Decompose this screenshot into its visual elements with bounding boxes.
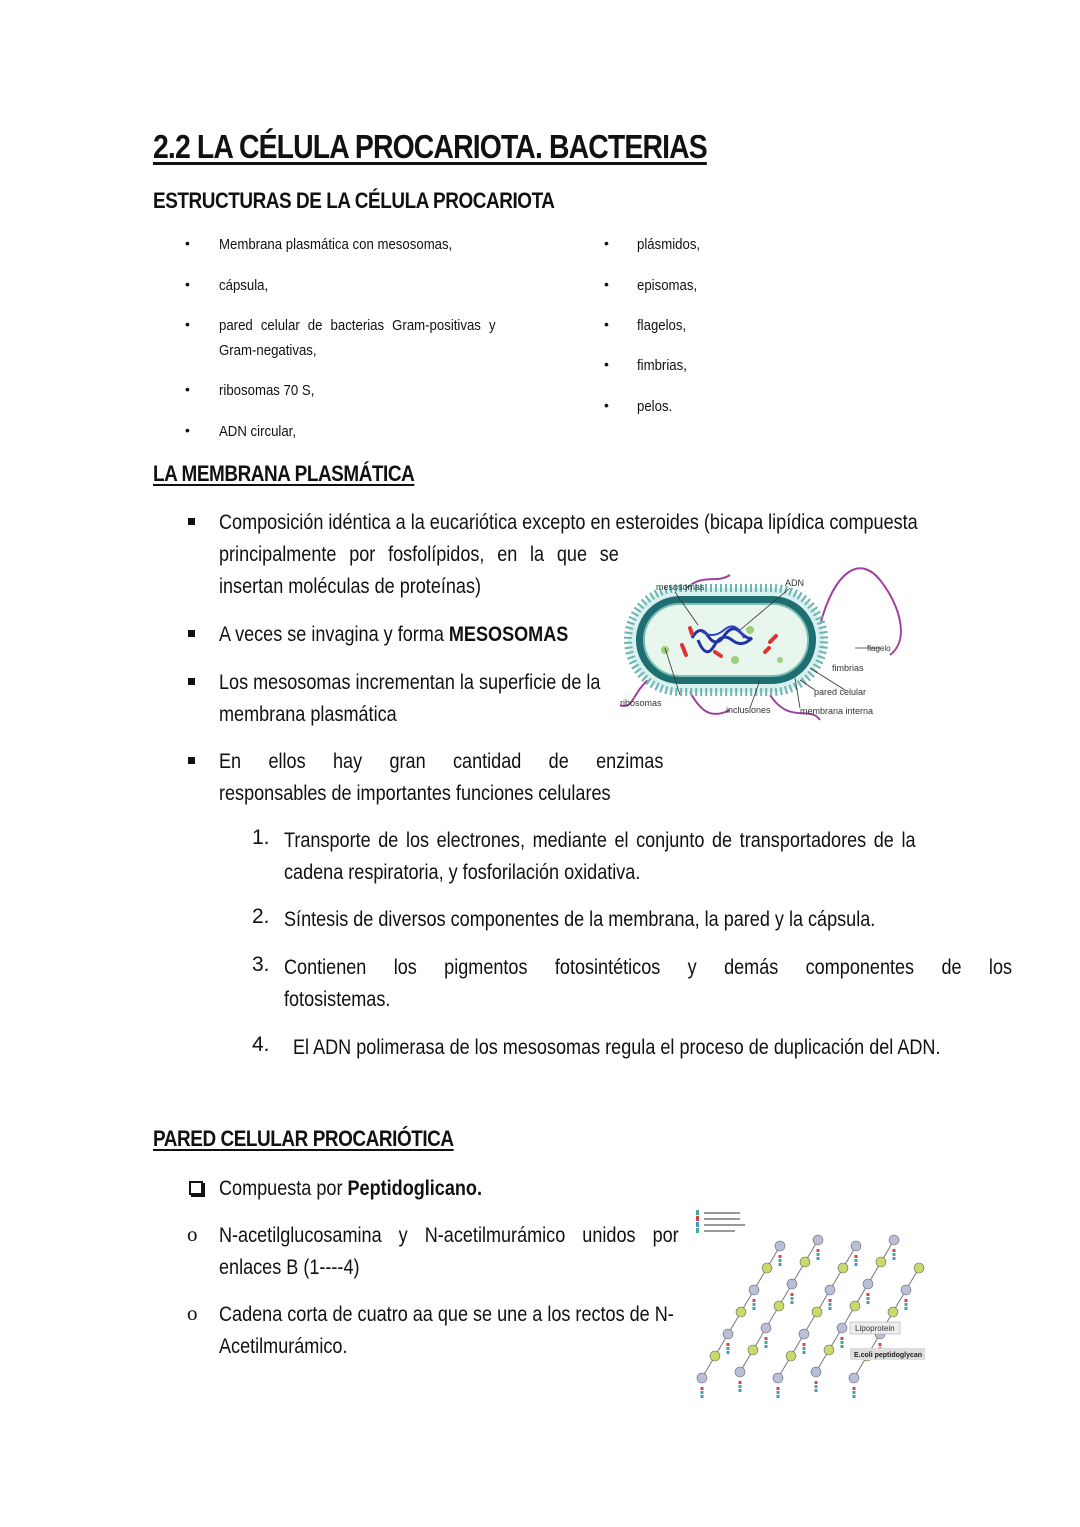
mesosomas-bold: MESOSOMAS bbox=[448, 623, 569, 646]
sugar-unit bbox=[735, 1367, 745, 1377]
peptide-unit bbox=[893, 1253, 896, 1256]
paragraph-line: membrana plasmática bbox=[219, 703, 397, 726]
sugar-unit bbox=[773, 1373, 783, 1383]
label-adn: ADN bbox=[785, 578, 805, 588]
paragraph-line: Cadena corta de cuatro aa que se une a los rectos de N- bbox=[219, 1303, 674, 1326]
sugar-unit bbox=[710, 1351, 720, 1361]
peptide-unit bbox=[829, 1299, 832, 1302]
peptide-unit bbox=[777, 1395, 780, 1398]
square-bullet bbox=[188, 630, 195, 637]
list-item: ribosomas 70 S, bbox=[219, 382, 315, 399]
peptide-unit bbox=[867, 1297, 870, 1300]
list-item: pared celular de bacterias Gram-positivas y bbox=[219, 317, 496, 334]
section-heading-pared: PARED CELULAR PROCARIÓTICA bbox=[153, 1126, 454, 1151]
peptide-unit bbox=[779, 1255, 782, 1258]
peptide-unit bbox=[855, 1263, 858, 1266]
peptide-unit bbox=[855, 1259, 858, 1262]
section-heading-membrana: LA MEMBRANA PLASMÁTICA bbox=[153, 461, 415, 486]
sugar-unit bbox=[888, 1307, 898, 1317]
paragraph-line: insertan moléculas de proteínas) bbox=[219, 575, 482, 598]
sugar-unit bbox=[723, 1329, 733, 1339]
peptide-unit bbox=[817, 1249, 820, 1252]
sugar-unit bbox=[851, 1241, 861, 1251]
peptide-unit bbox=[791, 1301, 794, 1304]
peptide-unit bbox=[739, 1389, 742, 1392]
peptide-unit bbox=[727, 1347, 730, 1350]
sugar-unit bbox=[736, 1307, 746, 1317]
label-mesosomas: mesosomas bbox=[656, 582, 705, 592]
paragraph-line: En ellos hay gran cantidad de enzimas bbox=[219, 750, 664, 773]
bullet: • bbox=[604, 356, 609, 372]
list-number: 1. bbox=[252, 826, 270, 849]
paragraph-line: Los mesosomas incrementan la superficie de la bbox=[219, 671, 601, 694]
list-item-continuation: cadena respiratoria, y fosforilación oxidativa. bbox=[284, 861, 641, 884]
list-item: plásmidos, bbox=[637, 236, 701, 253]
sugar-unit bbox=[825, 1285, 835, 1295]
label-ecoli: E.coli peptidoglycan bbox=[854, 1352, 923, 1359]
bullet: • bbox=[185, 235, 190, 251]
peptide-unit bbox=[893, 1257, 896, 1260]
list-item-continuation: Gram-negativas, bbox=[219, 342, 317, 359]
label-pared: pared celular bbox=[814, 687, 867, 697]
peptide-unit bbox=[777, 1387, 780, 1390]
list-item: pelos. bbox=[637, 398, 673, 415]
sugar-unit bbox=[800, 1257, 810, 1267]
section-heading-estructuras: ESTRUCTURAS DE LA CÉLULA PROCARIOTA bbox=[153, 188, 555, 213]
sugar-unit bbox=[761, 1323, 771, 1333]
peptide-unit bbox=[841, 1337, 844, 1340]
peptide-unit bbox=[739, 1381, 742, 1384]
peptide-unit bbox=[727, 1343, 730, 1346]
label-fimbrias: fimbrias bbox=[832, 663, 864, 673]
peptide-unit bbox=[867, 1293, 870, 1296]
list-number: 4. bbox=[252, 1033, 270, 1056]
paragraph-line: Acetilmurámico. bbox=[219, 1335, 348, 1358]
bacterium-diagram bbox=[620, 560, 920, 745]
diagram-legend bbox=[696, 1210, 745, 1233]
peptide-unit bbox=[701, 1387, 704, 1390]
list-item: Membrana plasmática con mesosomas, bbox=[219, 236, 453, 253]
paragraph-line: responsables de importantes funciones celulares bbox=[219, 782, 611, 805]
paragraph-line: A veces se invagina y forma MESOSOMAS bbox=[219, 623, 569, 646]
peptide-unit bbox=[753, 1303, 756, 1306]
list-number: 2. bbox=[252, 905, 270, 928]
sugar-unit bbox=[813, 1235, 823, 1245]
peptide-unit bbox=[893, 1249, 896, 1252]
sugar-unit bbox=[889, 1235, 899, 1245]
square-bullet bbox=[188, 678, 195, 685]
list-item: ADN circular, bbox=[219, 423, 297, 440]
peptide-unit bbox=[817, 1253, 820, 1256]
label-flagelo: flagelo bbox=[867, 644, 891, 653]
bullet: • bbox=[185, 381, 190, 397]
paragraph-line: Composición idéntica a la eucariótica excepto en esteroides (bicapa lipídica compuesta bbox=[219, 511, 918, 534]
bullet: • bbox=[604, 316, 609, 332]
peptide-unit bbox=[815, 1381, 818, 1384]
peptide-unit bbox=[829, 1307, 832, 1310]
list-number: 3. bbox=[252, 953, 270, 976]
bullet: • bbox=[604, 276, 609, 292]
flagellum-line bbox=[820, 568, 901, 655]
sugar-unit bbox=[876, 1257, 886, 1267]
sugar-unit bbox=[914, 1263, 924, 1273]
peptide-unit bbox=[879, 1343, 882, 1346]
label-membrana: membrana interna bbox=[800, 706, 874, 716]
sugar-unit bbox=[774, 1301, 784, 1311]
sugar-unit bbox=[812, 1307, 822, 1317]
list-item: Contienen los pigmentos fotosintéticos y demás componentes de los bbox=[284, 956, 1013, 979]
peptide-unit bbox=[905, 1299, 908, 1302]
peptide-unit bbox=[815, 1385, 818, 1388]
label-ribosomas: ribosomas bbox=[620, 698, 662, 708]
paragraph-line: principalmente por fosfolípidos, en la que se bbox=[219, 543, 619, 566]
sugar-unit bbox=[811, 1367, 821, 1377]
sugar-unit bbox=[775, 1241, 785, 1251]
checkbox-bullet bbox=[189, 1181, 203, 1195]
list-item: cápsula, bbox=[219, 277, 269, 294]
peptide-unit bbox=[853, 1387, 856, 1390]
peptide-unit bbox=[791, 1293, 794, 1296]
sugar-unit bbox=[850, 1301, 860, 1311]
square-bullet bbox=[188, 757, 195, 764]
peptide-unit bbox=[753, 1299, 756, 1302]
peptidoglicano-bold: Peptidoglicano. bbox=[347, 1177, 482, 1200]
peptide-unit bbox=[765, 1341, 768, 1344]
bullet: • bbox=[185, 316, 190, 332]
bullet: • bbox=[604, 235, 609, 251]
bullet: • bbox=[185, 422, 190, 438]
peptide-unit bbox=[803, 1351, 806, 1354]
peptide-unit bbox=[853, 1391, 856, 1394]
peptide-unit bbox=[815, 1389, 818, 1392]
peptide-unit bbox=[779, 1259, 782, 1262]
glycan-strands bbox=[697, 1235, 924, 1398]
peptide-unit bbox=[727, 1351, 730, 1354]
peptide-unit bbox=[803, 1343, 806, 1346]
sugar-unit bbox=[799, 1329, 809, 1339]
peptide-unit bbox=[753, 1307, 756, 1310]
o-bullet: o bbox=[187, 1222, 198, 1246]
sugar-unit bbox=[787, 1279, 797, 1289]
peptide-unit bbox=[855, 1255, 858, 1258]
sugar-unit bbox=[697, 1373, 707, 1383]
peptide-unit bbox=[777, 1391, 780, 1394]
bullet: • bbox=[604, 397, 609, 413]
peptide-unit bbox=[701, 1391, 704, 1394]
peptide-unit bbox=[905, 1307, 908, 1310]
label-lipoprotein: Lipoprotein bbox=[855, 1324, 895, 1333]
sugar-unit bbox=[786, 1351, 796, 1361]
peptide-unit bbox=[765, 1345, 768, 1348]
page-title: 2.2 LA CÉLULA PROCARIOTA. BACTERIAS bbox=[153, 128, 707, 165]
sugar-unit bbox=[849, 1373, 859, 1383]
peptide-unit bbox=[841, 1345, 844, 1348]
peptide-unit bbox=[905, 1303, 908, 1306]
sugar-unit bbox=[863, 1279, 873, 1289]
list-item: Síntesis de diversos componentes de la membrana, la pared y la cápsula. bbox=[284, 908, 876, 931]
sugar-unit bbox=[838, 1263, 848, 1273]
list-item: El ADN polimerasa de los mesosomas regula el proceso de duplicación del ADN. bbox=[293, 1036, 941, 1059]
peptide-unit bbox=[803, 1347, 806, 1350]
sugar-unit bbox=[762, 1263, 772, 1273]
sugar-unit bbox=[837, 1323, 847, 1333]
sugar-unit bbox=[749, 1285, 759, 1295]
list-item: flagelos, bbox=[637, 317, 687, 334]
peptide-unit bbox=[739, 1385, 742, 1388]
peptide-unit bbox=[701, 1395, 704, 1398]
paragraph-line: Compuesta por Peptidoglicano. bbox=[219, 1177, 482, 1200]
peptide-unit bbox=[853, 1395, 856, 1398]
sugar-unit bbox=[748, 1345, 758, 1355]
list-item: Transporte de los electrones, mediante el conjunto de transportadores de la bbox=[284, 829, 916, 852]
o-bullet: o bbox=[187, 1301, 198, 1325]
square-bullet bbox=[188, 518, 195, 525]
peptide-unit bbox=[841, 1341, 844, 1344]
peptidoglycan-diagram bbox=[690, 1208, 930, 1398]
ribosome bbox=[661, 646, 669, 654]
sugar-unit bbox=[901, 1285, 911, 1295]
paragraph-line: enlaces B (1----4) bbox=[219, 1256, 360, 1279]
sugar-unit bbox=[824, 1345, 834, 1355]
paragraph-line: N-acetilglucosamina y N-acetilmurámico unidos por bbox=[219, 1224, 679, 1247]
peptide-unit bbox=[791, 1297, 794, 1300]
list-item-continuation: fotosistemas. bbox=[284, 988, 391, 1011]
peptide-unit bbox=[765, 1337, 768, 1340]
list-item: episomas, bbox=[637, 277, 698, 294]
list-item: fimbrias, bbox=[637, 357, 687, 374]
peptide-unit bbox=[817, 1257, 820, 1260]
peptide-unit bbox=[829, 1303, 832, 1306]
peptide-unit bbox=[867, 1301, 870, 1304]
label-inclusiones: inclusiones bbox=[726, 705, 771, 715]
peptide-unit bbox=[779, 1263, 782, 1266]
cytoplasm bbox=[644, 604, 808, 676]
bullet: • bbox=[185, 276, 190, 292]
